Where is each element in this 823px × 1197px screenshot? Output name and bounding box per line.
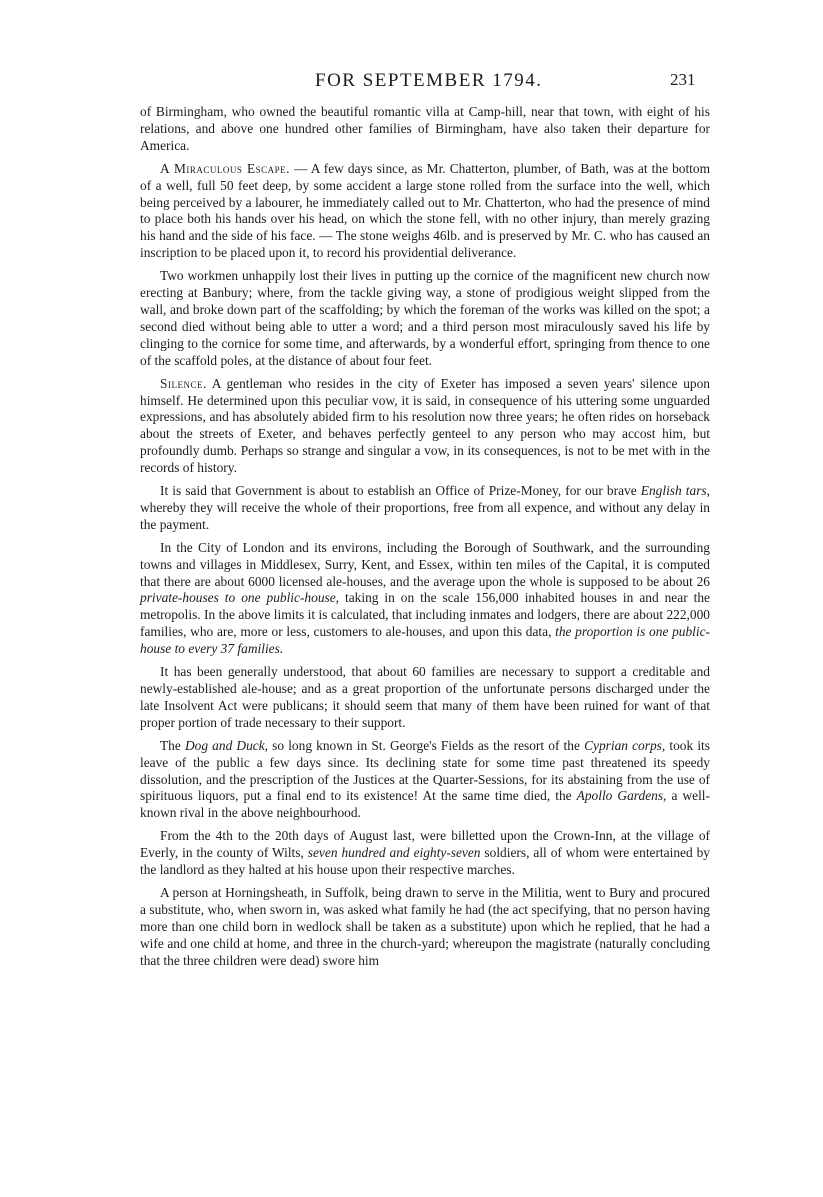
paragraph-silence: Silence. A gentleman who resides in the city of Exeter has imposed a seven years' silence upon himself. He determined upon this peculiar vow, it is said, in consequence of his uttering some unguarded expressions, and has absolutely abided firm to his resolution now three years; he often rides on horseback about the streets of Exeter, and behaves perfectly genteel to any person who may accost him, but profoundly dumb. Perhaps so strange and singular a vow, in its consequences, is not to be met with in the records of history. bbox=[140, 375, 710, 476]
paragraph-birmingham-emigration: of Birmingham, who owned the beautiful romantic villa at Camp-hill, near that town, with eight of his relations, and above one hundred other families of Birmingham, have also taken their departure for America. bbox=[140, 104, 710, 153]
paragraph-militia-substitute: A person at Horningsheath, in Suffolk, being drawn to serve in the Militia, went to Bury and procured a substitute, who, when sworn in, was asked what family he had (the act specifying, that no person having more than one child born in wedlock shall be taken as a substitute) upon which he replied, that he had a wife and one child at home, and three in the church-yard; whereupon the magistrate (naturally concluding that the three children were dead) swore him bbox=[140, 884, 710, 968]
section-heading-miraculous-escape: A Miraculous Escape. bbox=[160, 160, 291, 176]
paragraph-crown-inn: From the 4th to the 20th days of August last, were billetted upon the Crown-Inn, at the village of Everly, in the county of Wilts, seven hundred and eighty-seven soldiers, all of whom were entertained by the landlord as they halted at his house upon their respective marches. bbox=[140, 828, 710, 878]
paragraph-banbury-church: Two workmen unhappily lost their lives in putting up the cornice of the magnificent new church now erecting at Banbury; where, from the tackle giving way, a stone of prodigious weight slipped from the wall, and broke down part of the scaffolding; by which the foreman of the works was killed on the spot; a second died without being able to utter a word; and a third person most miraculously saved his life by clinging to the cornice for some time, and afterwards, by a wonderful effort, springing from thence to one of the scaffold poles, at the distance of about four feet. bbox=[140, 268, 710, 368]
paragraph-ale-houses: In the City of London and its environs, including the Borough of Southwark, and the surrounding towns and villages in Middlesex, Surry, Kent, and Essex, within ten miles of the Capital, it is computed that there are about 6000 licensed ale-houses, and the average upon the whole is supposed to be about 26 private-houses to one public-house, taking in on the scale 156,000 inhabited houses in and near the metropolis. In the above limits it is calculated, that including inmates and lodgers, there are about 222,000 families, who are, more or less, customers to ale-houses, and upon this data, the proportion is one public-house to every 37 families. bbox=[140, 539, 711, 657]
paragraph-miraculous-escape: A Miraculous Escape. — A few days since, as Mr. Chatterton, plumber, of Bath, was at the bottom of a well, full 50 feet deep, by some accident a large stone rolled from the surface into the well, which being perceived by a labourer, he immediately called out to Mr. Chatterton, who had the presence of mind to place both his hands over his head, on which the stone fell, with no other injury, than merely grazing his hand and the side of his face. — The stone weighs 46lb. and is preserved by Mr. C. who has caused an inscription to be placed upon it, to record his providential deliverance. bbox=[140, 160, 711, 261]
paragraph-publicans: It has been generally understood, that about 60 families are necessary to support a creditable and newly-established ale-house; and as a great proportion of the unfortunate persons discharged under the late Insolvent Act were publicans; it should seem that many of them have been ruined for want of that proper portion of trade necessary to their support. bbox=[140, 664, 710, 730]
section-heading-silence: Silence. bbox=[160, 375, 207, 391]
paragraph-prize-money: It is said that Government is about to establish an Office of Prize-Money, for our brave English tars, whereby they will receive the whole of their proportions, free from all expence, and without any delay in the payment. bbox=[140, 483, 710, 532]
paragraph-dog-and-duck: The Dog and Duck, so long known in St. George's Fields as the resort of the Cyprian corps, took its leave of the public a few days since. Its declining state for some time past threatened its speedy dissolution, and the prescription of the Justices at the Quarter-Sessions, for its abstaining from the use of spirituous liquors, put a final end to its existence! At the same time died, the Apollo Gardens, a well-known rival in the above neighbourhood. bbox=[140, 737, 710, 821]
page-number: 231 bbox=[670, 70, 696, 89]
body-text bbox=[140, 104, 710, 976]
running-head: FOR SEPTEMBER 1794. bbox=[315, 70, 543, 91]
